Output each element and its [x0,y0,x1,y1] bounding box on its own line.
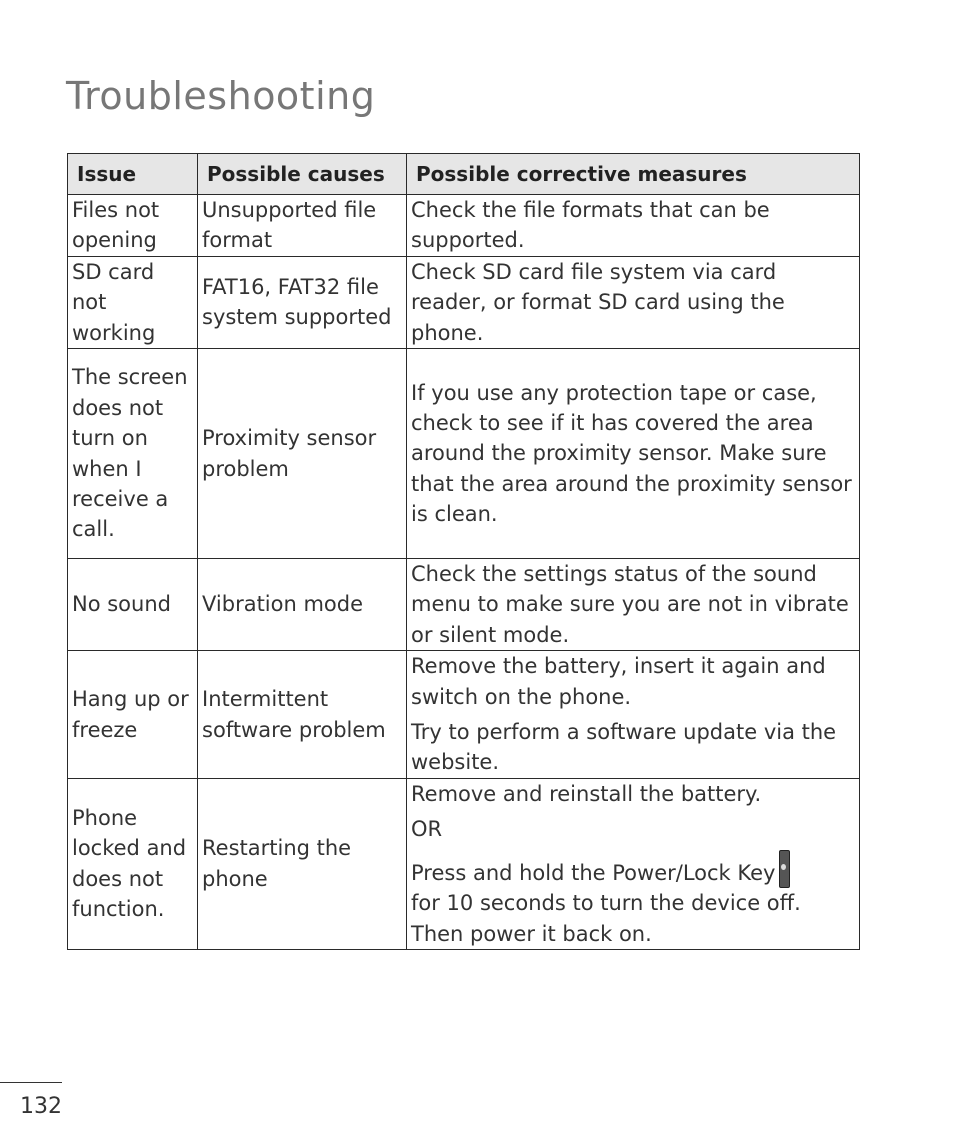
footer-rule [0,1082,62,1083]
table-row [68,778,860,949]
measure-cell [407,778,860,949]
measure-cell [407,195,860,257]
issue-cell: The screen does not turn on when I receive a call. [68,349,198,559]
column-header-measures: Possible corrective measures [407,154,860,195]
measure-text: OR [411,817,443,842]
measure-cell [407,559,860,651]
table-row [68,195,860,257]
cause-cell: Intermittent software problem [198,651,407,779]
issue-cell: SD card not working [68,256,198,348]
column-header-causes: Possible causes [198,154,407,195]
table-row [68,256,860,348]
issue-cell: Files not opening [68,195,198,257]
table-row [68,349,860,559]
measure-text: Check the file formats that can be supported. [411,198,770,253]
measure-text: Remove and reinstall the battery. [411,781,762,806]
troubleshooting-table [67,153,860,950]
measure-cell [407,349,860,559]
measure-text: Press and hold the Power/Lock Key [411,860,776,885]
measure-text: Check SD card file system via card reader, or format SD card using the phone. [411,259,785,345]
table-header-row [68,154,860,195]
page-number: 132 [20,1094,62,1119]
column-header-issue: Issue [68,154,198,195]
power-lock-key-icon [779,850,790,888]
measure-text: Remove the battery, insert it again and switch on the phone. [411,654,826,709]
cause-cell: Restarting the phone [198,778,407,949]
cause-cell: Proximity sensor problem [198,349,407,559]
cause-cell: FAT16, FAT32 file system supported [198,256,407,348]
measure-text: Try to perform a software update via the website. [411,720,837,775]
issue-cell: Hang up or freeze [68,651,198,779]
issue-cell: No sound [68,559,198,651]
measure-text: If you use any protection tape or case, check to see if it has covered the area around the proximity sensor. Make sure that the area around the proximity sensor is clean. [411,380,852,527]
table-row [68,651,860,779]
table-row [68,559,860,651]
measure-text: Check the settings status of the sound menu to make sure you are not in vibrate or silent mode. [411,562,849,647]
measure-cell [407,256,860,348]
issue-cell: Phone locked and does not function. [68,778,198,949]
cause-cell: Unsupported file format [198,195,407,257]
measure-text: for 10 seconds to turn the device off. Then power it back on. [411,891,801,946]
page-title: Troubleshooting [66,74,376,118]
measure-cell [407,651,860,779]
cause-cell: Vibration mode [198,559,407,651]
measure-text-with-key [411,850,855,949]
